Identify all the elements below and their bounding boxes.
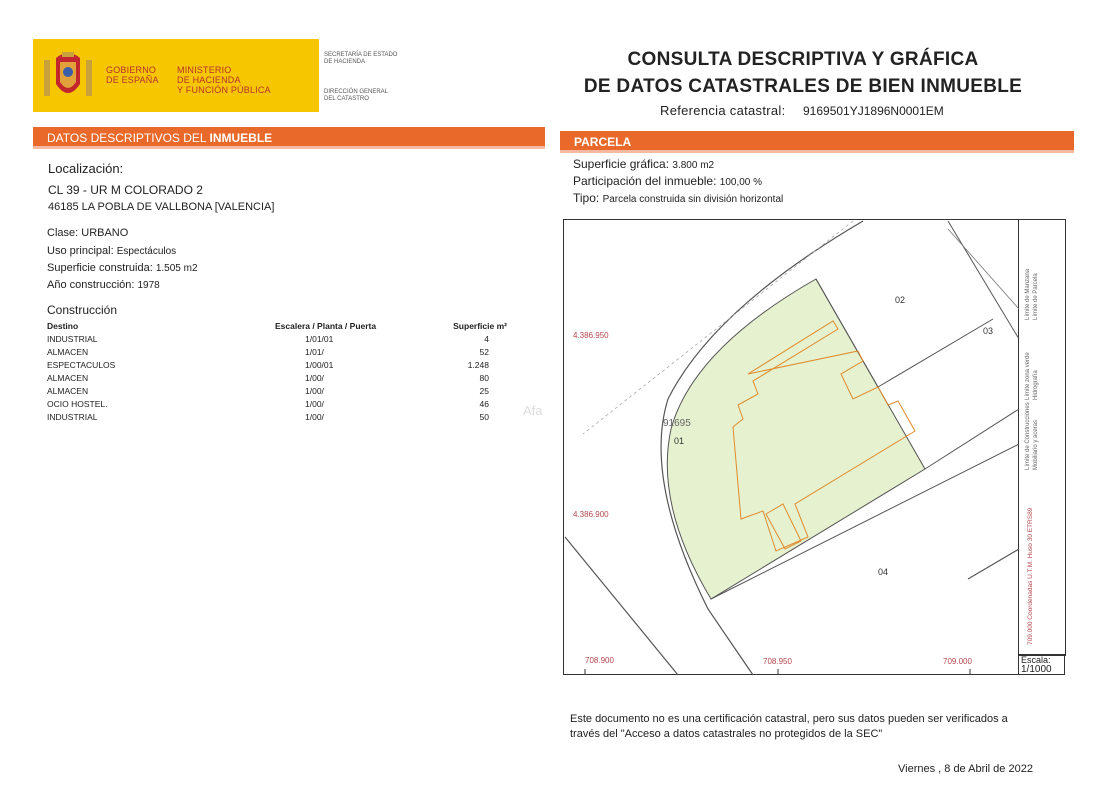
cell-destino: INDUSTRIAL xyxy=(47,411,98,422)
cell-superficie: 4 xyxy=(484,333,489,344)
note-line2: través del "Acceso a datos catastrales no protegidos de la SEC" xyxy=(570,728,883,740)
localizacion-label: Localización: xyxy=(48,161,124,176)
col-superficie-header: Superficie m² xyxy=(453,320,507,331)
tipo-value: Parcela construida sin división horizontal xyxy=(602,194,784,205)
legend-item-5: Límite zona verde xyxy=(1025,352,1031,400)
legend-item-4: Mobiliario y aceras xyxy=(1033,419,1039,470)
legend-item-6: Hidrografía xyxy=(1033,370,1039,400)
superficie-row xyxy=(47,262,198,274)
cell-escalera: 1/00/ xyxy=(305,398,324,409)
coord-x3: 709.000 xyxy=(943,657,972,666)
section-title-bold: INMUEBLE xyxy=(209,131,273,145)
uso-value: Espectáculos xyxy=(116,246,177,257)
ministry-text: MINISTERIO DE HACIENDA Y FUNCIÓN PÚBLICA xyxy=(177,65,271,95)
secretaria-text: SECRETARÍA DE ESTADO DE HACIENDA xyxy=(324,52,398,65)
scale-value: 1/1000 xyxy=(1021,664,1052,675)
coat-of-arms-icon xyxy=(42,48,94,106)
parcel-label: 91695 xyxy=(663,418,691,429)
cadastral-map[interactable] xyxy=(523,219,1019,675)
cell-destino: ESPECTACULOS xyxy=(47,359,116,370)
cell-destino: INDUSTRIAL xyxy=(47,333,98,344)
cell-escalera: 1/01/ xyxy=(305,346,324,357)
cell-escalera: 1/00/ xyxy=(305,372,324,383)
uso-label: Uso principal: xyxy=(47,245,114,257)
superficie-label: Superficie construida: xyxy=(47,262,153,274)
legend-item-3: Límite de Construcciones xyxy=(1025,402,1031,470)
participacion-label: Participación del inmueble: xyxy=(573,174,717,188)
datos-descriptivos-header xyxy=(33,127,545,149)
lot-label-03: 03 xyxy=(983,326,994,336)
cell-superficie: 52 xyxy=(479,346,489,357)
cell-escalera: 1/00/01 xyxy=(305,359,334,370)
construccion-label: Construcción xyxy=(47,303,118,317)
map-legend xyxy=(1019,219,1066,656)
superficie-grafica-value: 3.800 m2 xyxy=(672,160,715,171)
cell-superficie: 1.248 xyxy=(467,359,489,370)
coord-y1: 4.386.950 xyxy=(573,331,609,340)
parcela-title: PARCELA xyxy=(574,135,632,149)
table-row xyxy=(47,332,507,345)
coord-y2: 4.386.900 xyxy=(573,510,609,519)
cell-superficie: 80 xyxy=(479,372,489,383)
address-line2: 46185 LA POBLA DE VALLBONA [VALENCIA] xyxy=(48,201,275,213)
participacion-row xyxy=(573,174,762,188)
scale-box xyxy=(1019,654,1065,675)
document-title: CONSULTA DESCRIPTIVA Y GRÁFICA DE DATOS CATASTRALES DE BIEN INMUEBLE xyxy=(583,49,1023,97)
table-row xyxy=(47,410,507,423)
cell-superficie: 25 xyxy=(479,385,489,396)
disclaimer-note xyxy=(570,712,1040,742)
lot-label-02: 02 xyxy=(895,295,906,305)
scale-label: Escala: xyxy=(1021,655,1051,665)
table-row xyxy=(47,345,507,358)
legend-item-1: Límite de Manzana xyxy=(1025,268,1031,320)
superficie-grafica-label: Superficie gráfica: xyxy=(573,157,670,171)
cell-destino: ALMACEN xyxy=(47,385,89,396)
cell-escalera: 1/01/01 xyxy=(305,333,334,344)
note-line1: Este documento no es una certificación catastral, pero sus datos pueden ser verificados a xyxy=(570,713,1008,725)
watermark: Afa xyxy=(523,403,543,418)
tipo-label: Tipo: xyxy=(573,191,600,205)
parcela-header xyxy=(560,131,1074,153)
cell-escalera: 1/00/ xyxy=(305,385,324,396)
direccion-text: DIRECCIÓN GENERAL DEL CATASTRO xyxy=(324,89,389,102)
section-title-prefix: DATOS DESCRIPTIVOS DEL xyxy=(47,131,210,145)
cell-destino: ALMACEN xyxy=(47,346,89,357)
referencia-value: 9169501YJ1896N0001EM xyxy=(803,104,944,118)
projection-text: 709.000 Coordenadas U.T.M. Huso 30 ETRS89 xyxy=(1027,507,1034,645)
gobierno-text: GOBIERNO DE ESPAÑA xyxy=(106,65,159,85)
table-row xyxy=(47,371,507,384)
clase-label: Clase: xyxy=(47,227,79,239)
address-line1: CL 39 - UR M COLORADO 2 xyxy=(48,183,203,197)
document-date: Viernes , 8 de Abril de 2022 xyxy=(898,763,1033,775)
table-header-row xyxy=(47,319,507,332)
superficie-value: 1.505 m2 xyxy=(155,263,198,274)
participacion-value: 100,00 % xyxy=(719,177,763,188)
col-escalera-header: Escalera / Planta / Puerta xyxy=(275,320,377,331)
tipo-row xyxy=(573,191,783,205)
uso-row xyxy=(47,245,176,257)
lot-label-04: 04 xyxy=(878,567,889,577)
legend-item-2: Límite de Parcela xyxy=(1033,273,1039,320)
construccion-table xyxy=(47,319,507,423)
anio-row xyxy=(47,279,160,291)
anio-label: Año construcción: xyxy=(47,279,135,291)
cell-superficie: 50 xyxy=(479,411,489,422)
referencia-label: Referencia catastral: xyxy=(660,103,786,118)
coord-x2: 708.950 xyxy=(763,657,792,666)
lot-label-01: 01 xyxy=(674,436,685,446)
cell-destino: ALMACEN xyxy=(47,372,89,383)
cell-destino: OCIO HOSTEL. xyxy=(47,398,108,409)
cell-escalera: 1/00/ xyxy=(305,411,324,422)
superficie-grafica-row xyxy=(573,157,714,171)
clase-row xyxy=(47,227,128,239)
table-row xyxy=(47,397,507,410)
anio-value: 1978 xyxy=(137,280,160,291)
coord-x1: 708.900 xyxy=(585,656,614,665)
table-row xyxy=(47,384,507,397)
cell-superficie: 46 xyxy=(479,398,489,409)
col-destino-header: Destino xyxy=(47,320,79,331)
table-row xyxy=(47,358,507,371)
clase-value: URBANO xyxy=(81,227,129,239)
